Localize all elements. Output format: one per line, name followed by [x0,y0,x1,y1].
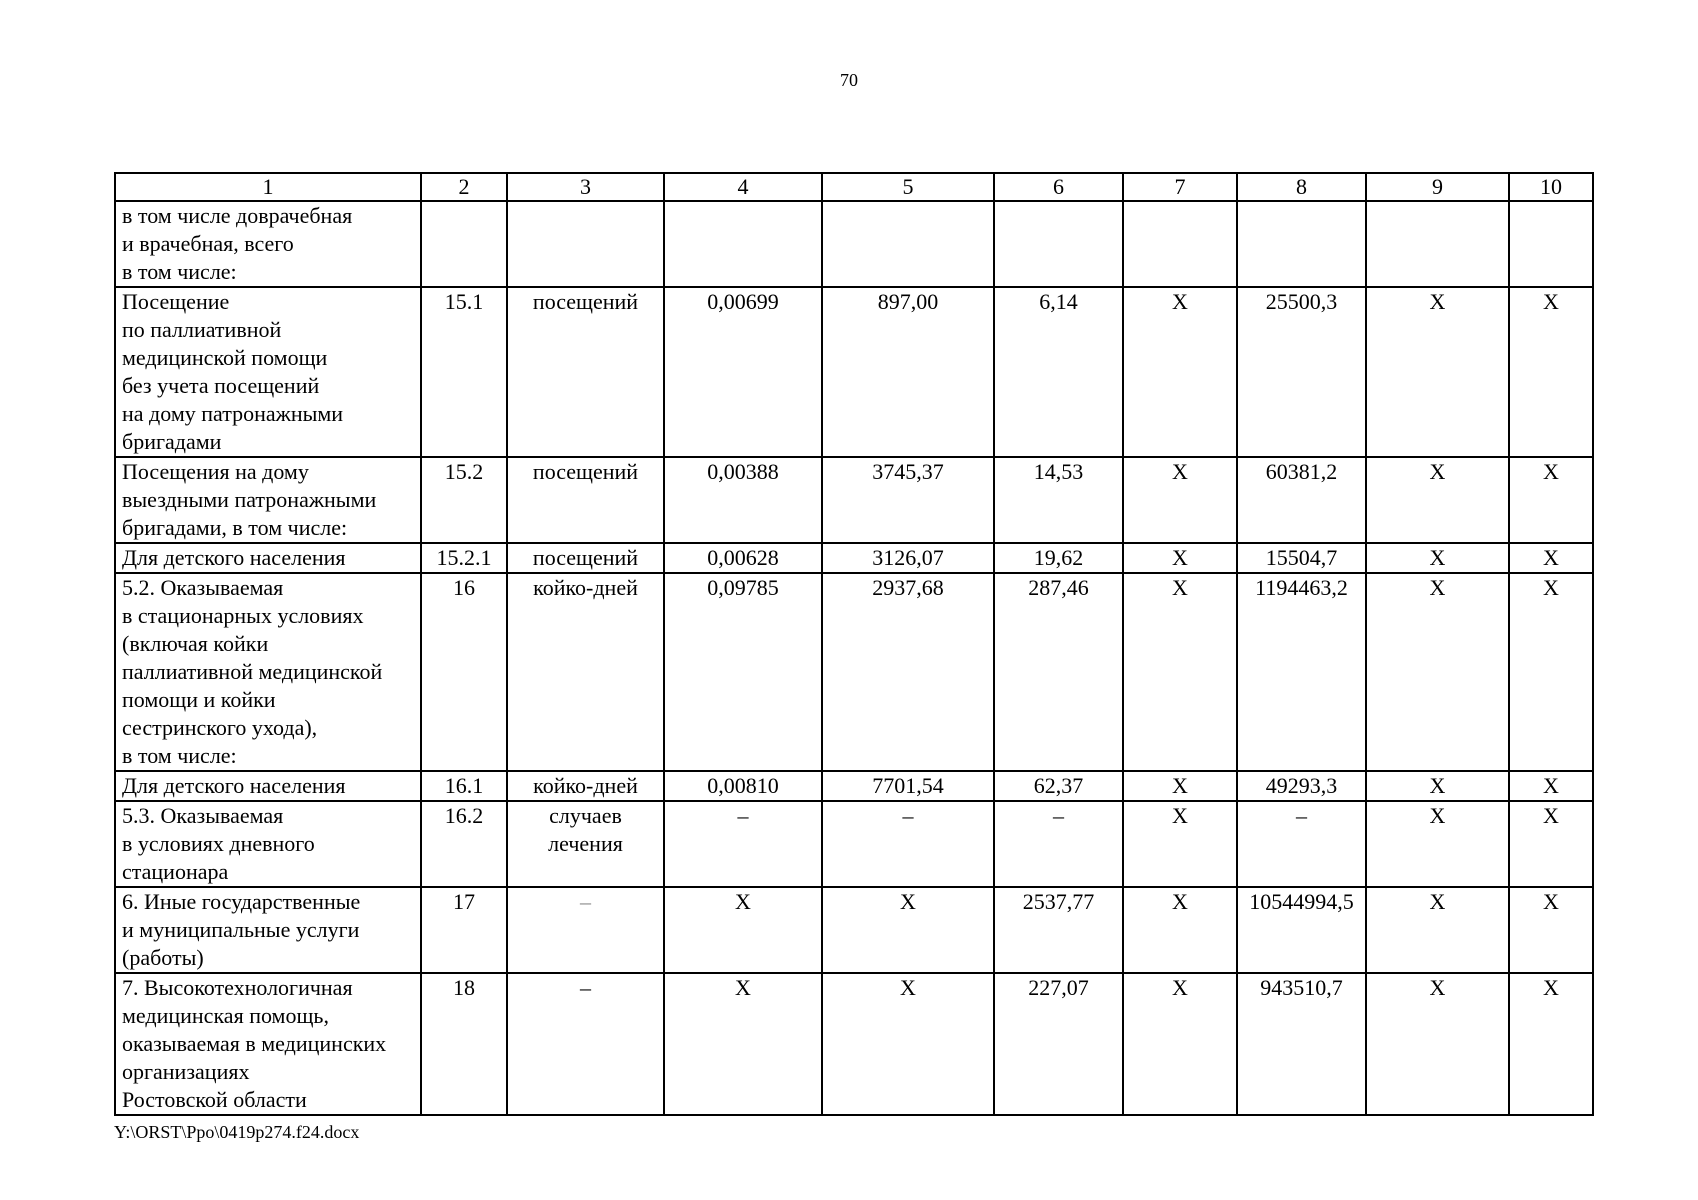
table-cell: Х [1123,801,1237,887]
table-cell: 19,62 [994,543,1123,573]
table-cell: 0,00388 [664,457,822,543]
table-cell: Х [1509,573,1593,771]
table-cell: Х [1366,457,1509,543]
footer-file-path: Y:\ORST\Ppo\0419p274.f24.docx [114,1122,360,1142]
header-cell: 6 [994,173,1123,201]
table-cell: Х [1366,287,1509,457]
table-row [115,457,1593,543]
table-cell: 16.1 [421,771,507,801]
header-cell: 5 [822,173,994,201]
table-cell: 17 [421,887,507,973]
table-cell: 3126,07 [822,543,994,573]
header-cell: 3 [507,173,664,201]
table-cell: – [507,973,664,1115]
table-cell: 1194463,2 [1237,573,1366,771]
table-cell: – [507,887,664,973]
table-cell: 25500,3 [1237,287,1366,457]
header-cell: 9 [1366,173,1509,201]
table-cell: 15504,7 [1237,543,1366,573]
table-cell: 16 [421,573,507,771]
table-cell: 0,00628 [664,543,822,573]
header-cell: 10 [1509,173,1593,201]
table-cell: Х [1366,887,1509,973]
table-cell: посещений [507,287,664,457]
table-cell: 18 [421,973,507,1115]
row-label-cell: 5.3. Оказываемая в условиях дневного стационара [115,801,421,887]
table-cell [507,201,664,287]
table-cell: 49293,3 [1237,771,1366,801]
row-label-cell: в том числе доврачебная и врачебная, всего в том числе: [115,201,421,287]
table-cell [664,201,822,287]
table-cell: 15.2 [421,457,507,543]
table-cell: – [994,801,1123,887]
table-cell: Х [822,973,994,1115]
table-row [115,771,1593,801]
page-number: 70 [840,70,858,90]
table-cell: 16.2 [421,801,507,887]
table-cell: 0,09785 [664,573,822,771]
table-cell: 60381,2 [1237,457,1366,543]
table-cell [1509,201,1593,287]
table-cell: 10544994,5 [1237,887,1366,973]
table-cell: Х [822,887,994,973]
table-cell: Х [1123,457,1237,543]
row-label-cell: Посещение по паллиативной медицинской помощи без учета посещений на дому патронажными бригадами [115,287,421,457]
table-cell: – [1237,801,1366,887]
table-cell: 62,37 [994,771,1123,801]
table-cell: Х [1123,287,1237,457]
table-cell: койко-дней [507,771,664,801]
row-label-cell: Посещения на дому выездными патронажными бригадами, в том числе: [115,457,421,543]
table-cell: Х [1123,887,1237,973]
table-cell: Х [1509,801,1593,887]
table-cell: 287,46 [994,573,1123,771]
row-label-cell: 6. Иные государственные и муниципальные услуги (работы) [115,887,421,973]
table-cell: Х [1366,771,1509,801]
table-cell: Х [1366,973,1509,1115]
table-row [115,573,1593,771]
row-label-cell: 7. Высокотехнологичная медицинская помощь, оказываемая в медицинских организациях Ростовской области [115,973,421,1115]
header-cell: 4 [664,173,822,201]
table-row [115,887,1593,973]
table-cell: Х [1509,287,1593,457]
table-row [115,801,1593,887]
table-cell: 14,53 [994,457,1123,543]
table-cell: Х [1509,973,1593,1115]
table-cell [822,201,994,287]
table-cell: 0,00699 [664,287,822,457]
table-cell: 7701,54 [822,771,994,801]
table-cell: Х [1123,771,1237,801]
table-cell: 15.1 [421,287,507,457]
table-cell: Х [1366,801,1509,887]
table-cell [1237,201,1366,287]
header-cell: 1 [115,173,421,201]
table-cell: Х [1366,573,1509,771]
table-cell [1123,201,1237,287]
table-cell: 3745,37 [822,457,994,543]
table-cell: Х [1123,543,1237,573]
table-cell: Х [1366,543,1509,573]
header-cell: 2 [421,173,507,201]
table-cell: 6,14 [994,287,1123,457]
table-cell: 2937,68 [822,573,994,771]
row-label-cell: Для детского населения [115,771,421,801]
table-cell [1366,201,1509,287]
table-cell: посещений [507,543,664,573]
row-label-cell: Для детского населения [115,543,421,573]
table-row [115,287,1593,457]
table-cell: Х [1123,573,1237,771]
table-cell: Х [1509,887,1593,973]
data-table [114,172,1594,1116]
table-cell: 897,00 [822,287,994,457]
table-cell: Х [664,973,822,1115]
table-cell: Х [1509,771,1593,801]
table-cell: посещений [507,457,664,543]
table-cell [994,201,1123,287]
table-cell [421,201,507,287]
table-header-row [115,173,1593,201]
table-cell: 15.2.1 [421,543,507,573]
table-cell: случаев лечения [507,801,664,887]
table-cell: Х [1509,543,1593,573]
table-cell: Х [1509,457,1593,543]
table-cell: 943510,7 [1237,973,1366,1115]
table-cell: – [664,801,822,887]
table-cell: – [822,801,994,887]
table-cell: Х [664,887,822,973]
table-row [115,543,1593,573]
table-cell: койко-дней [507,573,664,771]
header-cell: 7 [1123,173,1237,201]
table-row [115,201,1593,287]
table-row [115,973,1593,1115]
table-cell: 0,00810 [664,771,822,801]
table-cell: 2537,77 [994,887,1123,973]
row-label-cell: 5.2. Оказываемая в стационарных условиях (включая койки паллиативной медицинской помощи и койки сестринского ухода), в том числе: [115,573,421,771]
table-cell: 227,07 [994,973,1123,1115]
table-cell: Х [1123,973,1237,1115]
header-cell: 8 [1237,173,1366,201]
